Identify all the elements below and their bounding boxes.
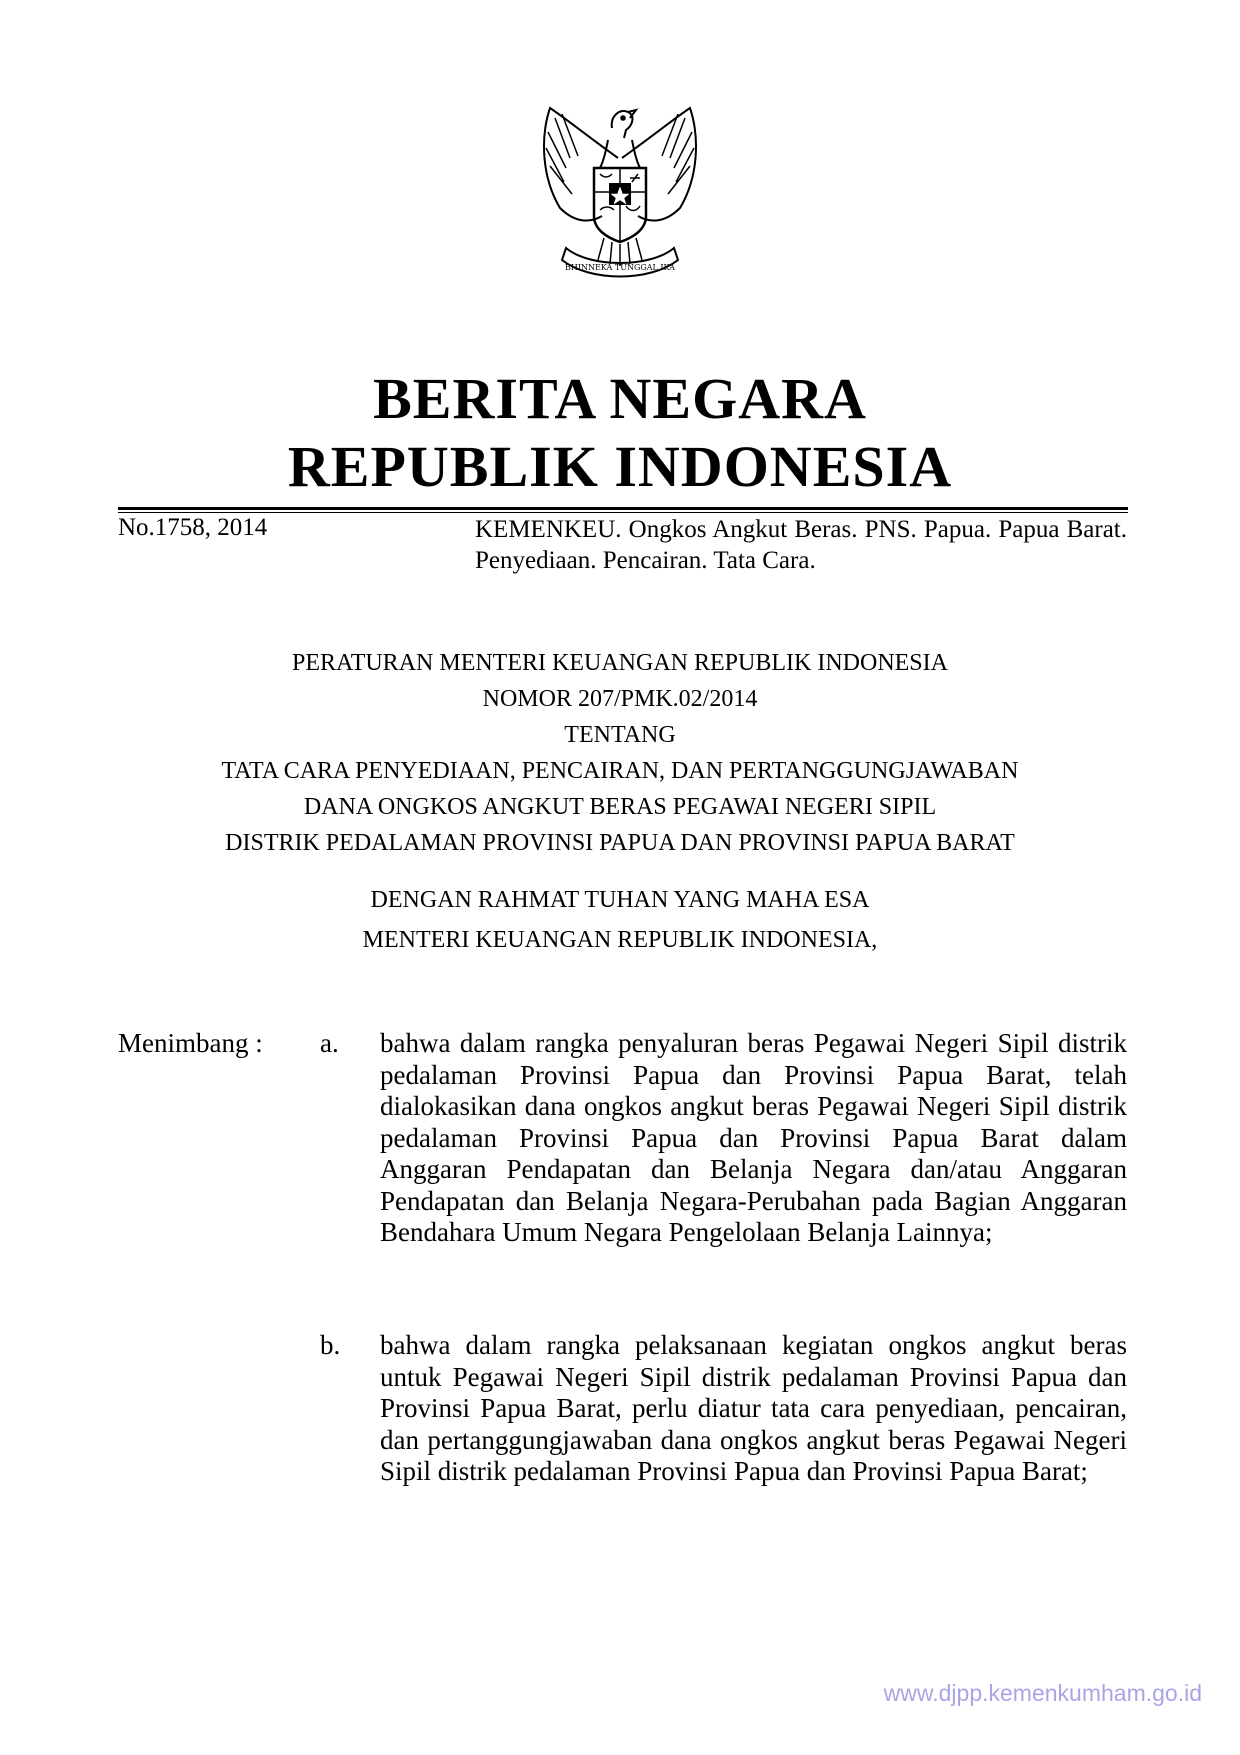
regulation-line: DANA ONGKOS ANGKUT BERAS PEGAWAI NEGERI SIPIL	[303, 794, 937, 820]
title-divider	[118, 507, 1128, 510]
list-item-letter: a.	[320, 1028, 339, 1058]
list-item-text: bahwa dalam rangka pelaksanaan kegiatan ongkos angkut beras untuk Pegawai Negeri Sipil distrik pedalaman Provinsi Papua dan Provinsi Papua Barat, perlu diatur tata cara penyediaan, pencairan, dan pertanggungjawaban dana ongkos angkut beras Pegawai Negeri Sipil distrik pedalaman Provinsi Papua dan Provinsi Papua Barat;	[380, 1330, 1127, 1486]
footer-url-link[interactable]: www.djpp.kemenkumham.go.id	[883, 1680, 1202, 1706]
regulation-line: PERATURAN MENTERI KEUANGAN REPUBLIK INDONESIA	[292, 650, 948, 676]
gazette-number: No.1758, 2014	[118, 514, 268, 541]
list-item-text: bahwa dalam rangka penyaluran beras Pegawai Negeri Sipil distrik pedalaman Provinsi Papua dan Provinsi Papua Barat, telah dialokasikan dana ongkos angkut beras Pegawai Negeri Sipil distrik pedalaman Provinsi Papua dan Provinsi Papua Barat dalam Anggaran Pendapatan dan Belanja Negara dan/atau Anggaran Pendapatan dan Belanja Negara-Perubahan pada Bagian Anggaran Bendahara Umum Negara Pengelolaan Belanja Lainnya;	[380, 1028, 1127, 1247]
opening-line: DENGAN RAHMAT TUHAN YANG MAHA ESA	[370, 887, 870, 913]
opening-line: MENTERI KEUANGAN REPUBLIK INDONESIA,	[362, 927, 878, 953]
regulation-line: DISTRIK PEDALAMAN PROVINSI PAPUA DAN PROVINSI PAPUA BARAT	[225, 830, 1015, 856]
list-item-letter: b.	[320, 1330, 341, 1360]
garuda-pancasila-emblem-icon	[520, 98, 720, 298]
regulation-line: TENTANG	[564, 722, 676, 748]
title-divider-thin	[118, 512, 1128, 513]
regulation-heading	[0, 645, 1240, 861]
regulation-line: TATA CARA PENYEDIAAN, PENCAIRAN, DAN PERTANGGUNGJAWABAN	[221, 758, 1019, 784]
page-title-line1: BERITA NEGARA	[373, 366, 867, 431]
emblem-motto: BHINNEKA TUNGGAL IKA	[565, 263, 675, 272]
page-title-line2: REPUBLIK INDONESIA	[287, 434, 953, 499]
regulation-number: NOMOR 207/PMK.02/2014	[482, 686, 758, 712]
gazette-subject: KEMENKEU. Ongkos Angkut Beras. PNS. Papua. Papua Barat. Penyediaan. Pencairan. Tata Cara.	[475, 516, 1127, 574]
opening-heading	[0, 880, 1240, 960]
menimbang-label: Menimbang :	[118, 1028, 263, 1058]
